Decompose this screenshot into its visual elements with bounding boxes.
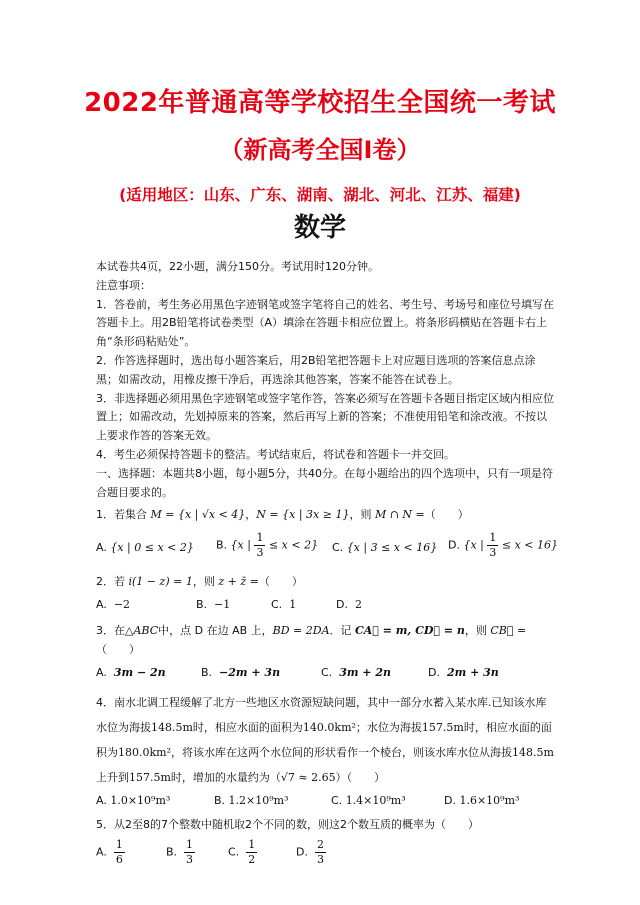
option-a[interactable]: A. 3m − 2n <box>96 665 166 679</box>
question-1-stem: 1．若集合 M = {x | √x < 4}，N = {x | 3x ≥ 1}，则 M ∩ N =（ ） <box>96 508 469 522</box>
option-b[interactable]: B. {x | $\frac{1}{3}$ ≤ x < 2} <box>216 531 319 560</box>
option-b[interactable]: B. −2m + 3n <box>201 665 281 679</box>
exam-title: 2022年普通高等学校招生全国统一考试 <box>84 88 556 118</box>
option-c[interactable]: C. 1 <box>271 597 297 611</box>
option-d[interactable]: D. 2 <box>336 597 362 611</box>
question-4-stem: 4．南水北调工程缓解了北方一些地区水资源短缺问题，其中一部分水蓄入某水库.已知该水库水位为海拔148.5m时，相应水面的面积为140.0km²；水位为海拔157.5m时，相应水面的面积为180.0km²，将该水库在这两个水位间的形状看作一个棱台，则该水库水位从海拔148.5m上升到157.5m时，增加的水量约为（√7 ≈ 2.65）（ ） <box>96 695 554 784</box>
option-d[interactable]: D. 1.6×10⁹m³ <box>444 793 520 807</box>
option-d[interactable]: D. $\frac{2}{3}$ <box>296 838 324 867</box>
question-2-options <box>96 596 556 620</box>
option-c[interactable]: C. {x | 3 ≤ x < 16} <box>332 541 438 555</box>
option-c[interactable]: C. 1.4×10⁹m³ <box>331 793 406 807</box>
exam-subtitle: （新高考全国Ⅰ卷） <box>219 136 421 164</box>
applicable-regions: (适用地区：山东、广东、湖南、湖北、河北、江苏、福建) <box>119 186 521 204</box>
option-c[interactable]: C. $\frac{1}{2}$ <box>228 838 256 867</box>
option-b[interactable]: B. −1 <box>196 597 231 611</box>
option-b[interactable]: B. $\frac{1}{3}$ <box>166 838 194 867</box>
question-2-stem: 2．若 i(1 − z) = 1，则 z + z̄ =（ ） <box>96 575 303 589</box>
question-3-stem: 3．在△ABC中，点 D 在边 AB 上，BD = 2DA．记 CA⃗ = m, CD⃗ = n，则 CB⃗ =（ ） <box>96 623 527 656</box>
note-4: 4．考生必须保持答题卡的整洁。考试结束后，将试卷和答题卡一并交回。 <box>96 447 455 461</box>
option-d[interactable]: D. {x | $\frac{1}{3}$ ≤ x < 16} <box>448 531 558 560</box>
option-a[interactable]: A. $\frac{1}{6}$ <box>96 838 123 867</box>
note-3: 3．非选择题必须用黑色字迹钢笔或签字笔作答，答案必须写在答题卡各题目指定区域内相应位置上；如需改动，先划掉原来的答案，然后再写上新的答案；不准使用铅笔和涂改液。不按以上要求作答的答案无效。 <box>96 391 554 443</box>
question-1-options <box>96 531 556 571</box>
subject-title: 数学 <box>293 213 346 243</box>
option-c[interactable]: C. 3m + 2n <box>321 665 392 679</box>
section-1-heading: 一、选择题：本题共8小题，每小题5分，共40分。在每小题给出的四个选项中，只有一项是符合题目要求的。 <box>96 466 553 499</box>
question-3-options <box>96 664 556 688</box>
option-d[interactable]: D. 2m + 3n <box>428 665 499 679</box>
note-1: 1．答卷前，考生务必用黑色字迹钢笔或签字笔将自己的姓名、考生号、考场号和座位号填写在答题卡上。用2B铅笔将试卷类型（A）填涂在答题卡相应位置上。将条形码横贴在答题卡右上角“条形码粘贴处”。 <box>96 297 554 349</box>
question-5-stem: 5．从2至8的7个整数中随机取2个不同的数，则这2个数互质的概率为（ ） <box>96 817 479 831</box>
option-b[interactable]: B. 1.2×10⁹m³ <box>214 793 289 807</box>
question-5-options <box>96 838 556 878</box>
question-4-options <box>96 792 556 816</box>
exam-content <box>96 258 556 878</box>
note-2: 2．作答选择题时，选出每小题答案后，用2B铅笔把答题卡上对应题目选项的答案信息点涂黑；如需改动，用橡皮擦干净后，再选涂其他答案，答案不能答在试卷上。 <box>96 353 536 386</box>
option-a[interactable]: A. {x | 0 ≤ x < 2} <box>96 541 194 555</box>
option-a[interactable]: A. 1.0×10⁹m³ <box>96 793 171 807</box>
notes-heading: 注意事项： <box>96 278 151 292</box>
exam-summary: 本试卷共4页，22小题，满分150分。考试用时120分钟。 <box>96 260 379 273</box>
option-a[interactable]: A. −2 <box>96 597 131 611</box>
